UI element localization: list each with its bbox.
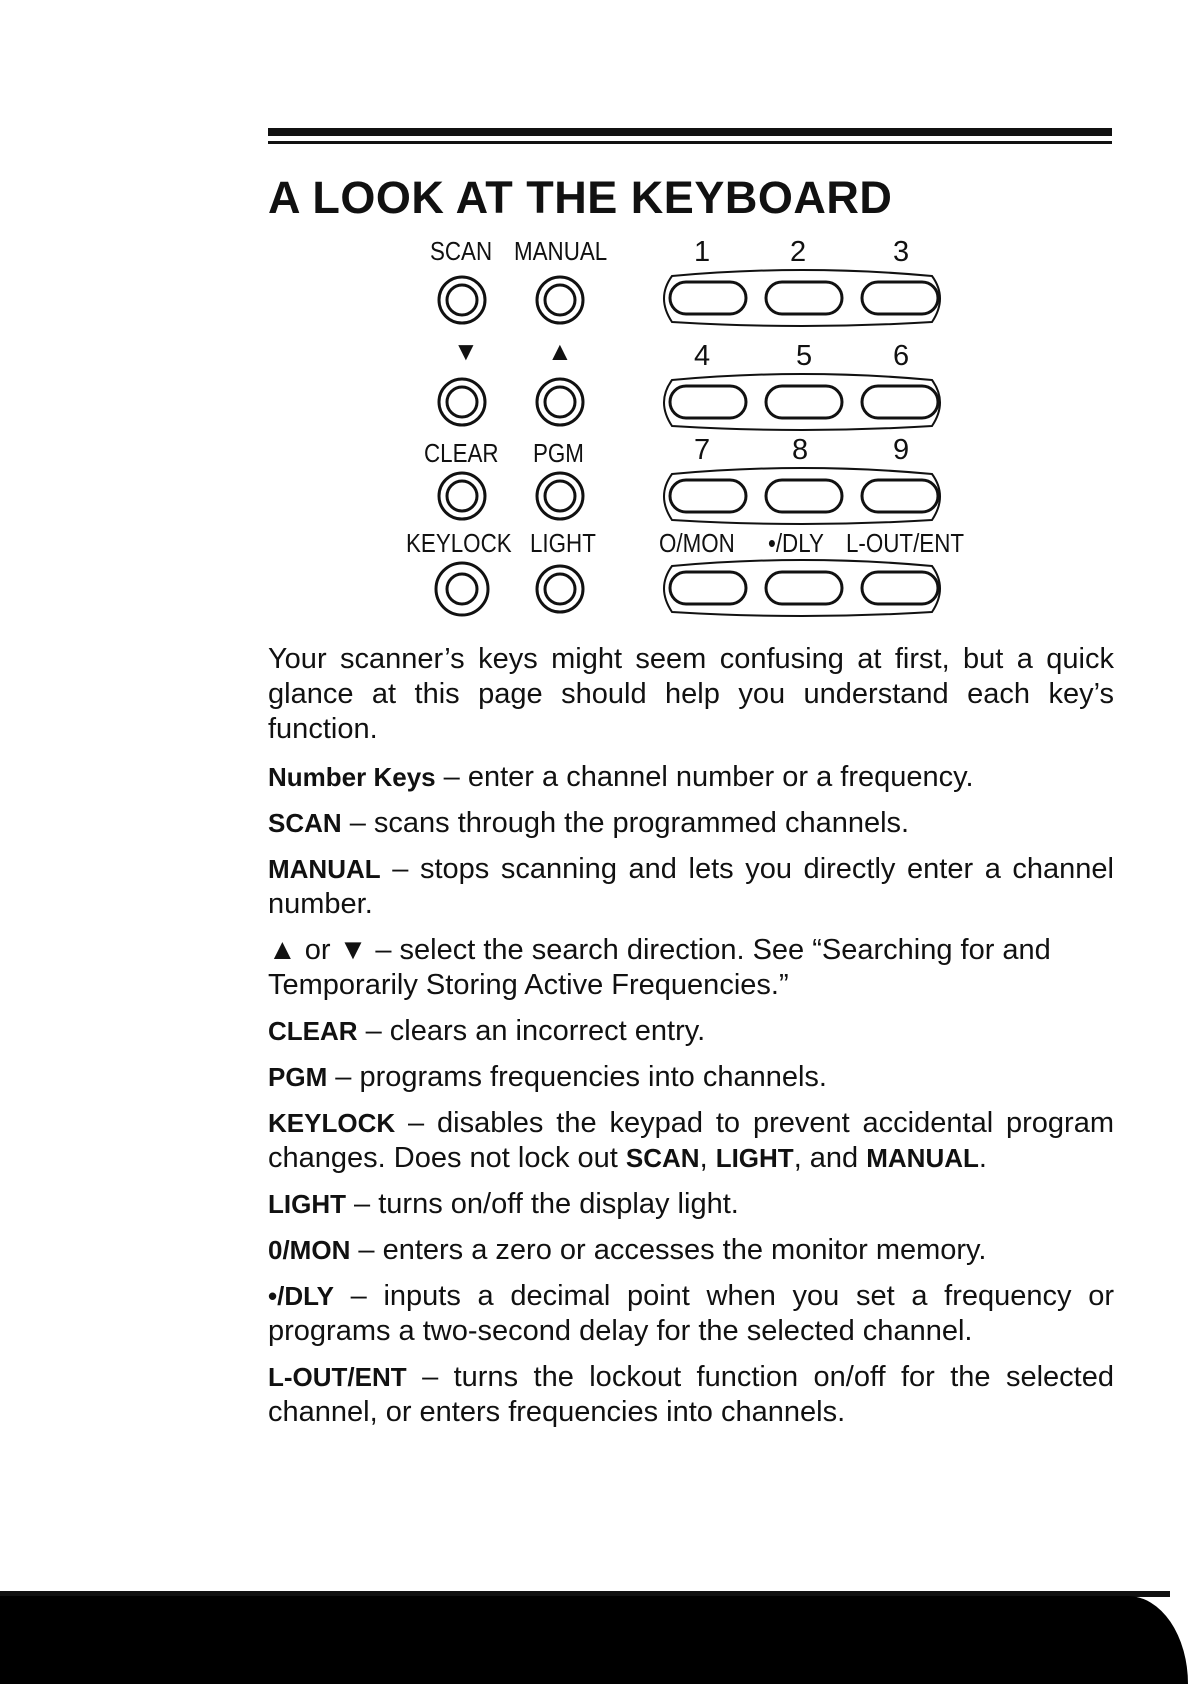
- desc-text: – clears an incorrect entry.: [357, 1015, 706, 1047]
- desc-term-manual: MANUAL: [866, 1143, 979, 1173]
- top-rule: [268, 128, 1112, 136]
- desc-term: MANUAL: [268, 854, 381, 884]
- key-8-label: 8: [792, 434, 809, 466]
- desc-sep: , and: [793, 1142, 867, 1174]
- key-2-button[interactable]: [766, 282, 842, 314]
- desc-pgm: [268, 1060, 1114, 1095]
- desc-scan: [268, 806, 1114, 841]
- key-1-button[interactable]: [670, 282, 746, 314]
- key-7-button[interactable]: [670, 480, 746, 512]
- desc-arrows: [268, 933, 1114, 1003]
- desc-manual: [268, 852, 1114, 922]
- key-9-label: 9: [893, 434, 910, 466]
- desc-light: [268, 1187, 1114, 1222]
- desc-term: ▲ or ▼: [268, 934, 368, 966]
- up-button[interactable]: [534, 376, 586, 428]
- zero-mon-button[interactable]: [670, 572, 746, 604]
- desc-lout-ent: [268, 1360, 1114, 1430]
- desc-text: – inputs a decimal point when you set a frequency or programs a two-second delay for the selected channel.: [268, 1280, 1114, 1347]
- desc-text: – turns on/off the display light.: [346, 1188, 739, 1220]
- intro-text: Your scanner’s keys might seem confusing at first, but a quick glance at this page should help you understand each key’s function.: [268, 643, 1114, 745]
- key-2-label: 2: [790, 236, 807, 268]
- dly-label: •/DLY: [768, 528, 824, 558]
- key-5-label: 5: [796, 340, 813, 372]
- key-row-7-9: [652, 466, 952, 528]
- key-6-button[interactable]: [862, 386, 938, 418]
- desc-term: Number Keys: [268, 762, 436, 792]
- key-8-button[interactable]: [766, 480, 842, 512]
- key-1-label: 1: [694, 236, 711, 268]
- desc-text: – scans through the programmed channels.: [341, 807, 910, 839]
- desc-text: – enters a zero or accesses the monitor memory.: [350, 1234, 987, 1266]
- desc-term: L-OUT/ENT: [268, 1362, 407, 1392]
- desc-term-scan: SCAN: [625, 1143, 700, 1173]
- desc-text: – disables the keypad to prevent accidental program changes. Does not lock out: [268, 1107, 1114, 1174]
- key-5-button[interactable]: [766, 386, 842, 418]
- key-3-button[interactable]: [862, 282, 938, 314]
- key-row-1-3: [652, 268, 952, 330]
- desc-zero-mon: [268, 1233, 1114, 1268]
- desc-term: PGM: [268, 1062, 328, 1092]
- bottom-bar: [0, 1596, 1188, 1684]
- down-arrow-icon: ▼: [453, 336, 479, 366]
- desc-text: – stops scanning and lets you directly enter a channel number.: [268, 853, 1114, 920]
- intro-paragraph: [268, 642, 1114, 747]
- desc-term: 0/MON: [268, 1235, 351, 1265]
- desc-sep: ,: [699, 1142, 716, 1174]
- down-button[interactable]: [436, 376, 488, 428]
- desc-text: – select the search direction. See “Searching for and Temporarily Storing Active Frequencies.”: [268, 934, 1051, 1001]
- desc-term: LIGHT: [268, 1189, 346, 1219]
- desc-text: – enter a channel number or a frequency.: [435, 761, 974, 793]
- desc-term: •/DLY: [268, 1281, 334, 1311]
- clear-button[interactable]: [436, 470, 488, 522]
- light-label: LIGHT: [530, 528, 596, 558]
- manual-button[interactable]: [534, 274, 586, 326]
- key-3-label: 3: [893, 236, 910, 268]
- desc-sep: .: [978, 1142, 987, 1174]
- top-rule-thin: [268, 141, 1112, 144]
- scan-label: SCAN: [430, 236, 493, 266]
- desc-term: CLEAR: [268, 1016, 358, 1046]
- desc-number-keys: [268, 760, 1114, 795]
- key-row-bottom: [652, 558, 952, 620]
- pgm-label: PGM: [533, 438, 584, 468]
- lout-ent-button[interactable]: [862, 572, 938, 604]
- desc-text: – programs frequencies into channels.: [327, 1061, 827, 1093]
- key-row-4-6: [652, 372, 952, 434]
- desc-dly: [268, 1279, 1114, 1349]
- desc-term-light: LIGHT: [715, 1143, 794, 1173]
- description-list: [268, 760, 1114, 1430]
- page-title: A LOOK AT THE KEYBOARD: [268, 172, 893, 223]
- key-6-label: 6: [893, 340, 910, 372]
- pgm-button[interactable]: [534, 470, 586, 522]
- key-4-label: 4: [694, 340, 711, 372]
- dly-button[interactable]: [766, 572, 842, 604]
- zero-mon-label: O/MON: [659, 528, 735, 558]
- keylock-button[interactable]: [433, 560, 491, 618]
- desc-text: – turns the lockout function on/off for the selected channel, or enters frequencies into channels.: [268, 1361, 1114, 1428]
- desc-clear: [268, 1014, 1114, 1049]
- scan-button[interactable]: [436, 274, 488, 326]
- key-4-button[interactable]: [670, 386, 746, 418]
- key-7-label: 7: [694, 434, 711, 466]
- light-button[interactable]: [534, 563, 586, 615]
- desc-keylock: [268, 1106, 1114, 1176]
- lout-ent-label: L-OUT/ENT: [846, 528, 965, 558]
- key-9-button[interactable]: [862, 480, 938, 512]
- clear-label: CLEAR: [424, 438, 499, 468]
- desc-term: SCAN: [268, 808, 342, 838]
- keylock-label: KEYLOCK: [406, 528, 512, 558]
- up-arrow-icon: ▲: [547, 336, 573, 366]
- manual-label: MANUAL: [514, 236, 608, 266]
- desc-term: KEYLOCK: [268, 1108, 396, 1138]
